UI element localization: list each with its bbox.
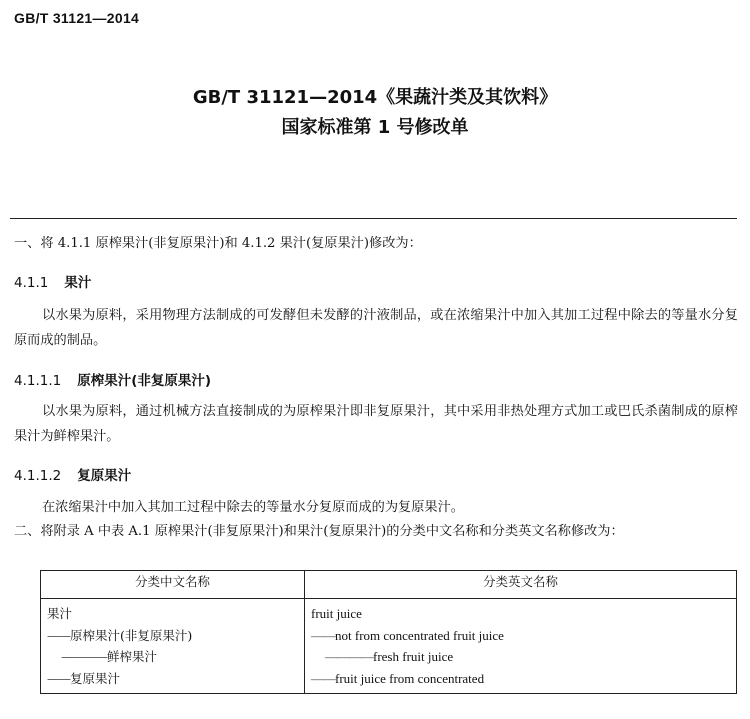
clause-4-1-1-1 (14, 369, 211, 389)
clause-4-1-1 (14, 271, 91, 291)
column-header-chinese-name: 分类中文名称 (41, 571, 305, 599)
chinese-name-cell (41, 599, 305, 694)
clause-number: 4.1.1 (14, 275, 49, 291)
paragraph-4-1-1: 以水果为原料，采用物理方法制成的可发酵但未发酵的汁液制品，或在浓缩果汁中加入其加工过程中除去的等量水分复原而成的制品。 (14, 308, 738, 348)
list-item (47, 625, 298, 647)
clause-4-1-1-2 (14, 464, 131, 484)
dash: —— (47, 670, 70, 686)
title-divider (10, 218, 737, 219)
clause-number: 4.1.1.2 (14, 468, 62, 484)
list-item (311, 625, 730, 647)
section2-heading: 二、将附录 A 中表 A.1 原榨果汁(非复原果汁)和果汁(复原果汁)的分类中文名称和分类英文名称修改为： (14, 524, 624, 539)
list-item (311, 603, 730, 625)
document-title: GB/T 31121—2014《果蔬汁类及其饮料》 (192, 87, 558, 108)
row-zh: 复原果汁 (70, 670, 121, 686)
row-zh: 原榨果汁(非复原果汁) (70, 627, 193, 643)
dash: —— (311, 627, 335, 643)
clause-title: 原榨果汁(非复原果汁) (77, 373, 212, 389)
table-row (41, 599, 737, 694)
row-en: fresh fruit juice (373, 649, 454, 664)
row-zh: 果汁 (47, 606, 73, 621)
list-item (311, 668, 730, 690)
row-zh: 鲜榨果汁 (107, 649, 158, 664)
dash: —— (47, 627, 70, 643)
list-item (311, 646, 730, 668)
dash: —— (325, 649, 349, 664)
table-header-row (41, 571, 737, 599)
english-name-cell (305, 599, 737, 694)
dash: —— (61, 649, 84, 664)
clause-title: 果汁 (64, 275, 92, 291)
row-en: fruit juice from concentrated (335, 670, 485, 686)
list-item (47, 646, 298, 668)
section1-heading: 一、将 4.1.1 原榨果汁(非复原果汁)和 4.1.2 果汁(复原果汁)修改为： (14, 236, 422, 251)
dash: —— (311, 670, 335, 686)
list-item (47, 603, 298, 625)
document-subtitle: 国家标准第 1 号修改单 (281, 117, 469, 138)
dash: —— (84, 649, 107, 664)
paragraph-4-1-1-2: 在浓缩果汁中加入其加工过程中除去的等量水分复原而成的为复原果汁。 (42, 500, 464, 515)
dash: —— (349, 649, 373, 664)
clause-number: 4.1.1.1 (14, 373, 62, 389)
list-item (47, 668, 298, 690)
row-en: not from concentrated fruit juice (335, 627, 504, 643)
paragraph-4-1-1-1: 以水果为原料，通过机械方法直接制成的为原榨果汁即非复原果汁，其中采用非热处理方式加工或巴氏杀菌制成的原榨果汁为鲜榨果汁。 (14, 404, 738, 444)
classification-table (40, 570, 737, 694)
row-en: fruit juice (311, 606, 362, 621)
standard-code: GB/T 31121—2014 (14, 10, 140, 26)
column-header-english-name: 分类英文名称 (305, 571, 737, 599)
clause-title: 复原果汁 (77, 468, 132, 484)
